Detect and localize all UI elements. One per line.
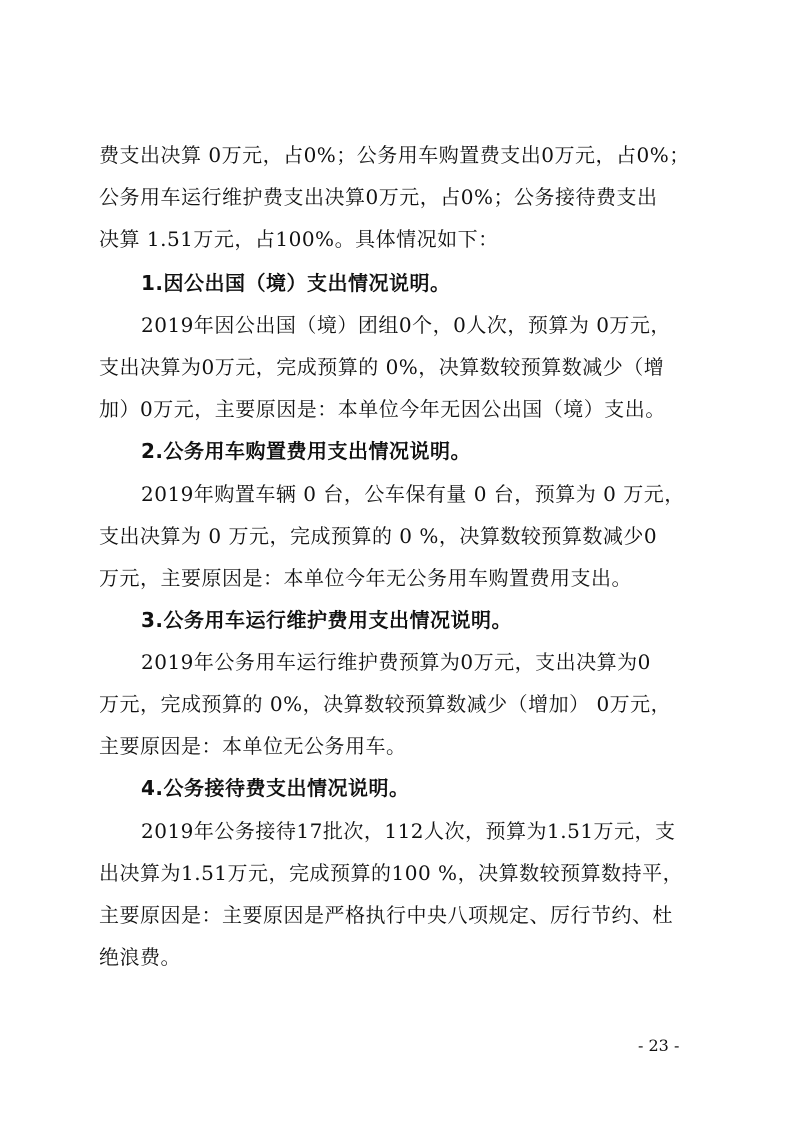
section4-line-1: 2019年公务接待17批次，112人次，预算为1.51万元，支 xyxy=(141,819,676,843)
intro-line-2: 公务用车运行维护费支出决算0万元，占0%；公务接待费支出 xyxy=(99,185,658,209)
section1-line-3: 加）0万元，主要原因是：本单位今年无因公出国（境）支出。 xyxy=(99,397,666,421)
section3-heading: 3.公务用车运行维护费用支出情况说明。 xyxy=(141,608,513,632)
section4-heading: 4.公务接待费支出情况说明。 xyxy=(141,776,410,800)
section3-line-1: 2019年公务用车运行维护费预算为0万元，支出决算为0 xyxy=(141,650,651,674)
section4-line-3: 主要原因是：主要原因是严格执行中央八项规定、厉行节约、杜 xyxy=(99,903,673,927)
section2-heading: 2.公务用车购置费用支出情况说明。 xyxy=(141,439,472,463)
section1-line-2: 支出决算为0万元，完成预算的 0%，决算数较预算数减少（增 xyxy=(99,355,665,379)
section1-heading: 1.因公出国（境）支出情况说明。 xyxy=(141,271,451,295)
intro-line-1: 费支出决算 0万元，占0%；公务用车购置费支出0万元，占0%； xyxy=(99,143,690,167)
section2-line-1: 2019年购置车辆 0 台，公车保有量 0 台，预算为 0 万元， xyxy=(141,482,685,506)
section3-line-2: 万元，完成预算的 0%，决算数较预算数减少（增加） 0万元， xyxy=(99,692,672,716)
section3-line-3: 主要原因是：本单位无公务用车。 xyxy=(99,734,407,758)
page-number: - 23 - xyxy=(638,1036,680,1055)
section4-line-4: 绝浪费。 xyxy=(99,945,181,969)
section4-line-2: 出决算为1.51万元，完成预算的100 %，决算数较预算数持平， xyxy=(99,861,684,885)
intro-line-3: 决算 1.51万元，占100%。具体情况如下： xyxy=(99,227,499,251)
section1-line-1: 2019年因公出国（境）团组0个，0人次，预算为 0万元， xyxy=(141,313,671,337)
section2-line-2: 支出决算为 0 万元，完成预算的 0 %，决算数较预算数减少0 xyxy=(99,524,658,548)
section2-line-3: 万元，主要原因是：本单位今年无公务用车购置费用支出。 xyxy=(99,566,632,590)
